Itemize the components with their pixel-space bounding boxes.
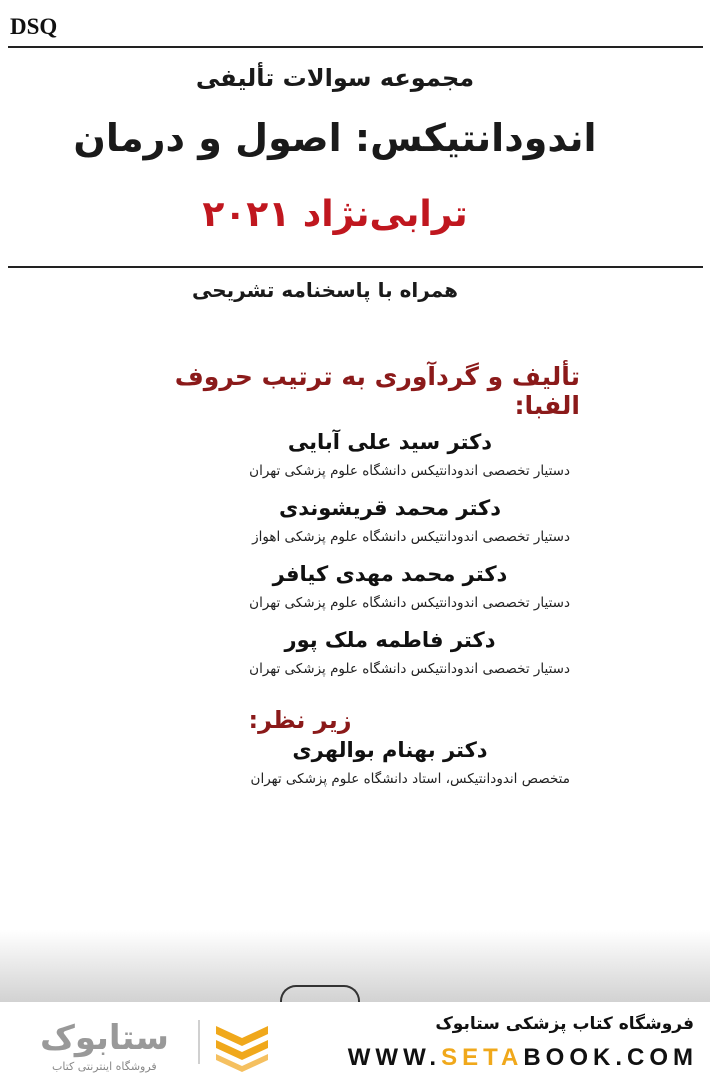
author-name: دکتر فاطمه ملک پور — [284, 628, 496, 652]
supervisor-affiliation: متخصص اندودانتیکس، استاد دانشگاه علوم پزشکی تهران — [250, 771, 570, 787]
author-name: دکتر محمد مهدی کیافر — [272, 562, 508, 586]
store-name[interactable]: فروشگاه کتاب پزشکی ستابوک — [435, 1014, 694, 1034]
book-subtitle: مجموعه سوالات تألیفی — [195, 64, 475, 92]
url-accent: SETA — [441, 1044, 524, 1071]
author-entry — [140, 624, 580, 682]
url-prefix: WWW. — [347, 1044, 442, 1071]
authors-section — [140, 362, 580, 800]
supervisor-name: دکتر بهنام بوالهری — [292, 738, 488, 762]
middle-divider — [8, 266, 703, 268]
logo-divider — [198, 1020, 200, 1064]
book-stack-logo-icon — [212, 1016, 272, 1072]
author-entry — [140, 426, 580, 484]
authors-heading: تألیف و گردآوری به ترتیب حروف الفبا: — [174, 362, 580, 420]
series-code: DSQ — [10, 14, 58, 39]
url-suffix: BOOK.COM — [523, 1044, 698, 1071]
author-affiliation: دستیار تخصصی اندودانتیکس دانشگاه علوم پزشکی تهران — [249, 463, 570, 479]
author-affiliation: دستیار تخصصی اندودانتیکس دانشگاه علوم پزشکی تهران — [249, 595, 570, 611]
supervisor-heading: زیر نظر: — [248, 706, 352, 734]
store-logo-tagline: فروشگاه اینترنتی کتاب — [52, 1060, 157, 1073]
author-entry — [140, 492, 580, 550]
store-url[interactable] — [348, 1044, 698, 1072]
author-affiliation: دستیار تخصصی اندودانتیکس دانشگاه علوم پزشکی تهران — [249, 661, 570, 677]
top-divider — [8, 46, 703, 48]
supervisor-entry — [140, 734, 580, 792]
book-note: همراه با پاسخنامه تشریحی — [191, 278, 459, 302]
author-name: دکتر محمد قریشوندی — [278, 496, 502, 520]
author-entry — [140, 558, 580, 616]
author-name: دکتر سید علی آبایی — [287, 430, 493, 454]
book-reference: ترابی‌نژاد ۲۰۲۱ — [202, 194, 468, 235]
book-title: اندودانتیکس: اصول و درمان — [73, 116, 597, 160]
author-affiliation: دستیار تخصصی اندودانتیکس دانشگاه علوم پزشکی اهواز — [252, 529, 570, 545]
store-logo-wordmark[interactable]: ستابوک — [40, 1018, 169, 1058]
